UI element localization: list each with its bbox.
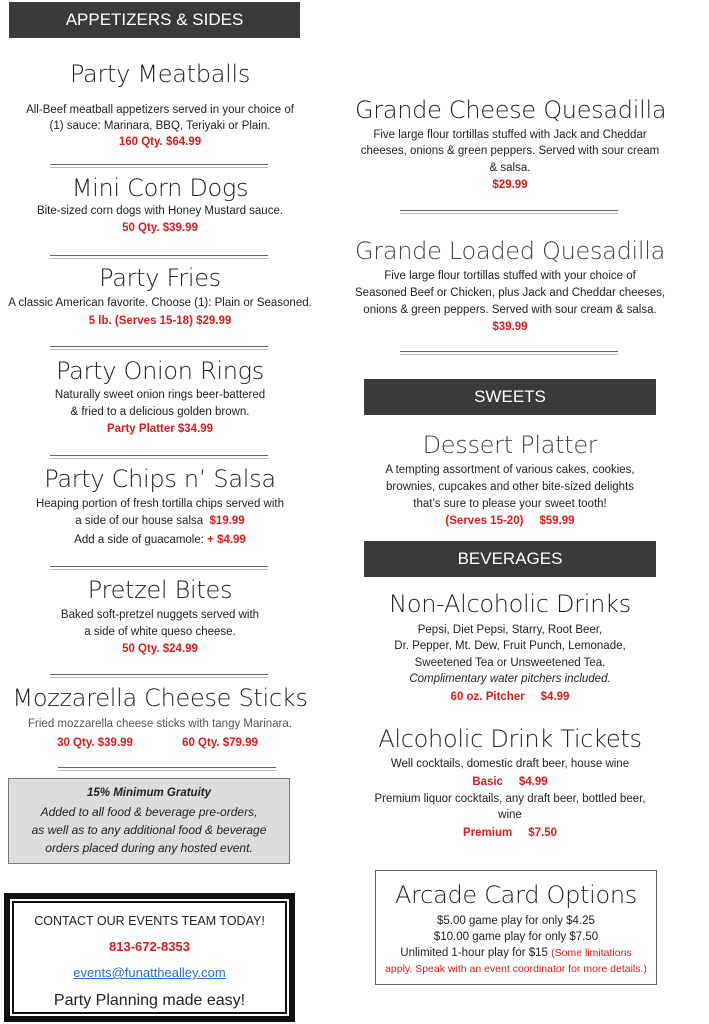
item-price: (Serves 15-20) $59.99 bbox=[445, 515, 575, 527]
item-desc: Fried mozzarella cheese sticks with tangy Marinara. bbox=[28, 718, 292, 730]
contact-email-link[interactable]: events@funatthealley.com bbox=[73, 965, 226, 980]
divider bbox=[50, 566, 268, 570]
item-desc: Sweetened Tea or Unsweetened Tea. bbox=[414, 657, 606, 669]
item-desc: that’s sure to please your sweet tooth! bbox=[413, 498, 607, 510]
item-price: Basic $4.99 bbox=[472, 776, 548, 788]
item-desc: onions & green peppers. Served with sour cream & salsa. bbox=[363, 304, 657, 316]
item-title: Party Fries bbox=[99, 264, 221, 292]
item-desc: Dr. Pepper, Mt. Dew, Fruit Punch, Lemonade, bbox=[394, 640, 626, 652]
addon-price: + $4.99 bbox=[207, 534, 246, 546]
item-desc: Bite-sized corn dogs with Honey Mustard sauce. bbox=[36, 205, 284, 217]
item-title: Party Onion Rings bbox=[56, 357, 264, 385]
item-title: Grande Loaded Quesadilla bbox=[355, 237, 666, 265]
item-desc: Five large flour tortillas stuffed with your choice of bbox=[384, 270, 636, 282]
item-title: Dessert Platter bbox=[422, 431, 598, 459]
section-header-appetizers: APPETIZERS & SIDES bbox=[9, 2, 300, 38]
item-title: Mini Corn Dogs bbox=[71, 174, 249, 202]
item-desc: Pepsi, Diet Pepsi, Starry, Root Beer, bbox=[417, 624, 603, 636]
contact-tagline: Party Planning made easy! bbox=[53, 992, 246, 1009]
gratuity-notice bbox=[8, 778, 290, 864]
item-desc: & fried to a delicious golden brown. bbox=[70, 406, 250, 418]
gratuity-line: Added to all food & beverage pre-orders, bbox=[40, 805, 258, 819]
item-desc: & salsa. bbox=[489, 162, 531, 174]
item-title: Mozzarella Cheese Sticks bbox=[12, 684, 308, 712]
section-header-beverages: BEVERAGES bbox=[364, 541, 656, 577]
arcade-option: $5.00 game play for only $4.25 bbox=[437, 915, 595, 927]
item-title: Non-Alcoholic Drinks bbox=[389, 590, 631, 618]
divider bbox=[50, 346, 268, 350]
item-price: $29.99 bbox=[492, 179, 528, 191]
item-note: Complimentary water pitchers included. bbox=[409, 673, 611, 685]
item-desc: A tempting assortment of various cakes, cookies, bbox=[385, 464, 635, 476]
divider bbox=[50, 455, 268, 459]
arcade-box bbox=[375, 870, 657, 985]
divider bbox=[50, 164, 268, 168]
item-price: 5 lb. (Serves 15-18) $29.99 bbox=[88, 315, 232, 327]
item-title: Party Meatballs bbox=[69, 60, 251, 88]
item-desc: Baked soft-pretzel nuggets served with bbox=[60, 609, 260, 621]
gratuity-title: 15% Minimum Gratuity bbox=[87, 787, 211, 799]
divider bbox=[400, 210, 618, 214]
item-title: Pretzel Bites bbox=[87, 576, 233, 604]
item-title: Grande Cheese Quesadilla bbox=[355, 96, 667, 124]
item-title: Alcoholic Drink Tickets bbox=[378, 725, 642, 753]
divider bbox=[58, 767, 276, 771]
item-title: Party Chips n’ Salsa bbox=[44, 465, 276, 493]
item-desc: Seasoned Beef or Chicken, plus Jack and Cheddar cheeses, bbox=[355, 287, 666, 299]
item-price: $39.99 bbox=[492, 321, 528, 333]
item-price: Party Platter $34.99 bbox=[106, 423, 214, 435]
item-desc-text: a side of our house salsa bbox=[75, 515, 204, 527]
item-desc: Heaping portion of fresh tortilla chips served with bbox=[35, 498, 284, 510]
addon-label: Add a side of guacamole: bbox=[74, 534, 204, 546]
item-price: 30 Qty. $39.99 bbox=[57, 737, 133, 749]
item-desc: All-Beef meatball appetizers served in your choice of bbox=[26, 104, 294, 116]
item-addon bbox=[0, 532, 320, 548]
arcade-note: apply. Speak with an event coordinator for more details.) bbox=[385, 963, 647, 975]
item-desc: Premium liquor cocktails, any draft beer, bottled beer, bbox=[374, 793, 646, 805]
item-price: 160 Qty. $64.99 bbox=[118, 136, 202, 148]
item-price-large: 60 Qty. $79.99 bbox=[182, 737, 258, 749]
item-desc: Naturally sweet onion rings beer-battered bbox=[54, 389, 266, 401]
item-desc: brownies, cupcakes and other bite-sized delights bbox=[385, 481, 635, 493]
divider bbox=[50, 674, 268, 678]
gratuity-line: as well as to any additional food & beverage bbox=[31, 823, 267, 837]
item-desc: wine bbox=[498, 809, 522, 821]
arcade-option bbox=[376, 945, 656, 961]
contact-phone[interactable]: 813-672-8353 bbox=[109, 939, 190, 954]
item-desc: a side of white queso cheese. bbox=[84, 626, 236, 638]
item-desc: (1) sauce: Marinara, BBQ, Teriyaki or Plain. bbox=[49, 120, 271, 132]
item-desc: Five large flour tortillas stuffed with Jack and Cheddar bbox=[373, 129, 647, 141]
divider bbox=[50, 255, 268, 259]
arcade-title: Arcade Card Options bbox=[395, 881, 637, 909]
item-desc: cheeses, onions & green peppers. Served with sour cream bbox=[360, 145, 660, 157]
item-price: 60 oz. Pitcher $4.99 bbox=[450, 691, 570, 703]
contact-box bbox=[4, 893, 295, 1022]
arcade-note: (Some limitations bbox=[551, 947, 632, 959]
section-header-sweets: SWEETS bbox=[364, 379, 656, 415]
item-desc: Well cocktails, domestic draft beer, house wine bbox=[390, 758, 630, 770]
item-desc bbox=[0, 513, 320, 529]
item-price: $19.99 bbox=[209, 515, 245, 527]
arcade-option: $10.00 game play for only $7.50 bbox=[433, 931, 599, 943]
gratuity-line: orders placed during any hosted event. bbox=[45, 841, 253, 855]
item-price: 50 Qty. $24.99 bbox=[122, 643, 198, 655]
arcade-option-text: Unlimited 1-hour play for $15 bbox=[400, 947, 548, 959]
item-price: 50 Qty. $39.99 bbox=[122, 222, 198, 234]
item-desc: A classic American favorite. Choose (1): Plain or Seasoned. bbox=[8, 297, 312, 309]
item-price: Premium $7.50 bbox=[463, 827, 557, 839]
contact-heading: CONTACT OUR EVENTS TEAM TODAY! bbox=[34, 914, 265, 928]
divider bbox=[400, 351, 618, 355]
